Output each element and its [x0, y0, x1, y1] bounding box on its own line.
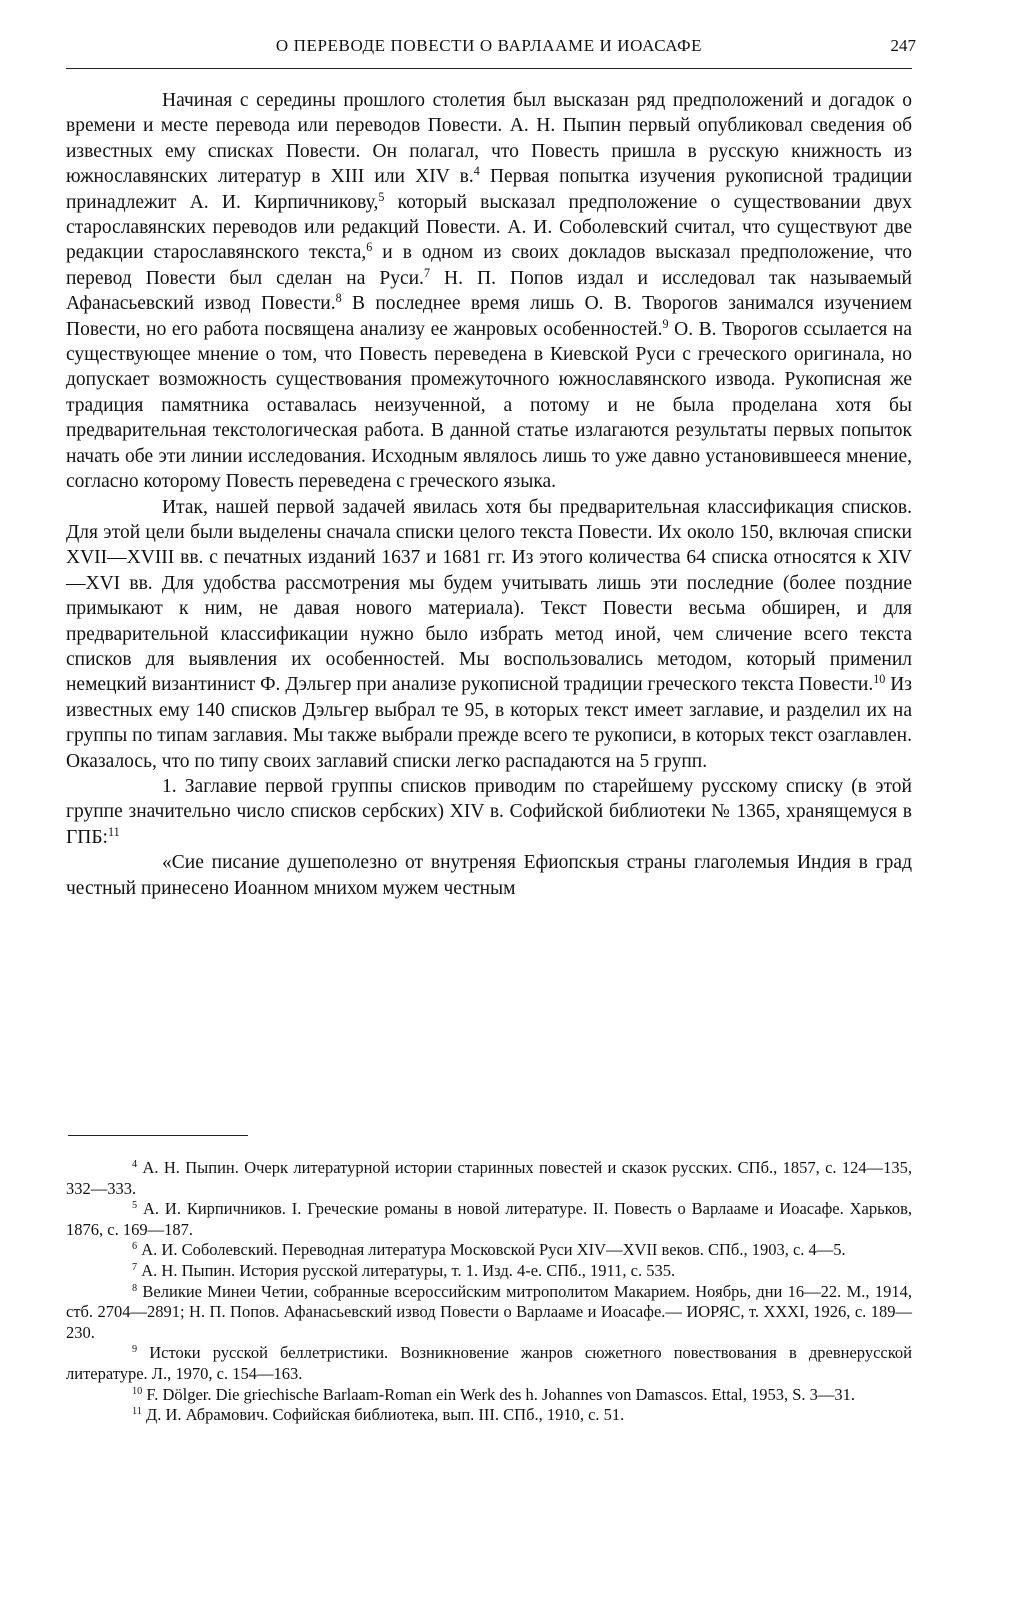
text-run: Н. П. Попов издал и исследовал так называемый Афанасьевский извод Повести.: [66, 267, 912, 315]
footnote-text: А. И. Соболевский. Переводная литература Московской Руси XIV—XVII веков. СПб., 1903, с. 4—5.: [137, 1240, 846, 1260]
text-run: Итак, нашей первой задачей явилась хотя бы предварительная классификация списков. Для этой цели были выделены сначала списки целого текста Повести. Их около 150, включая списки XVII—XVIII вв. с печатных изданий 1637 и 1681 гг. Из этого количества 64 списка относятся к XIV—XVI вв. Для удобства рассмотрения мы будем учитывать лишь эти последние (более поздние примыкают к ним, не давая нового материала). Текст Повести весьма обширен, и для предварительной классификации нужно было избрать метод иной, чем сличение всего текста списков для выявления их особенностей. Мы воспользовались методом, который применил немецкий византинист Ф. Дэльгер при анализе рукописной традиции греческого текста Повести.: [66, 496, 912, 696]
footnote-ref: 6: [366, 240, 373, 255]
footnote: [66, 1343, 912, 1384]
footnote: [66, 1405, 912, 1426]
footnote: [66, 1282, 912, 1344]
footnote-text: А. И. Кирпичников. I. Греческие романы в новой литературе. II. Повесть о Варлааме и Иоасафе. Харьков, 1876, с. 169—187.: [66, 1199, 912, 1239]
footnote: [66, 1240, 912, 1261]
body-text: [66, 88, 912, 901]
footnote-number: 11: [132, 1406, 142, 1417]
footnote: [66, 1199, 912, 1240]
paragraph-2: [66, 495, 912, 774]
footnote-text: Великие Минеи Четии, собранные всероссийским митрополитом Макарием. Ноябрь, дни 16—22. М., 1914, стб. 2704—2891; Н. П. Попов. Афанасьевский извод Повести о Варлааме и Иоасафе.— ИОРЯС, т. XXXI, 1926, с. 189—230.: [66, 1281, 912, 1342]
footnote-text: А. Н. Пыпин. История русской литературы, т. 1. Изд. 4-е. СПб., 1911, с. 535.: [137, 1260, 676, 1280]
footnote-number: 7: [132, 1261, 138, 1273]
footnote-ref: 7: [423, 265, 430, 280]
footnote-ref: 4: [473, 163, 480, 178]
paragraph-4: [66, 850, 912, 901]
footnote-text: Истоки русской беллетристики. Возникновение жанров сюжетного повествования в древнерусской литературе. Л., 1970, с. 154—163.: [66, 1343, 912, 1383]
footnote-text: F. Dölger. Die griechische Barlaam-Roman ein Werk des h. Johannes von Damascos. Ettal, 1953, S. 3—31.: [142, 1384, 856, 1404]
footnote-number: 10: [132, 1385, 143, 1397]
footnote-number: 8: [132, 1282, 138, 1294]
footnote-number: 5: [132, 1200, 138, 1212]
footnote-number: 6: [132, 1241, 138, 1253]
text-run: «Сие писание душеполезно от внутреняя Ефиопскыя страны глаголемыя Индия в град честный принесено Иоанном мнихом мужем честным: [66, 852, 912, 899]
running-title: О ПЕРЕВОДЕ ПОВЕСТИ О ВАРЛААМЕ И ИОАСАФЕ: [275, 36, 703, 55]
text-run: 1. Заглавие первой группы списков приводим по старейшему русскому списку (в этой группе значительно число списков сербских) XIV в. Софийской библиотеки № 1365, хранящемуся в ГПБ:: [66, 775, 912, 848]
footnote: [66, 1158, 912, 1199]
footnotes: [66, 1158, 912, 1426]
footnote-ref: 5: [378, 189, 385, 204]
paragraph-1: [66, 88, 912, 495]
footnote-text: Д. И. Абрамович. Софийская библиотека, вып. III. СПб., 1910, с. 51.: [141, 1405, 625, 1425]
footnote: [66, 1385, 912, 1406]
footnote-separator: [68, 1135, 248, 1136]
running-head: [66, 30, 916, 69]
page-number: 247: [890, 36, 916, 55]
footnote-ref: 10: [873, 672, 886, 687]
text-run: О. В. Творогов ссылается на существующее мнение о том, что Повесть переведена в Киевской Руси с греческого оригинала, но допускает возможность существования промежуточного южнославянского извода. Рукописная же традиция памятника оставалась неизученной, а потому и не была проделана хотя бы предварительная текстологическая работа. В данной статье излагаются результаты первых попыток начать обе эти линии исследования. Исходным являлось лишь то уже давно установившееся мнение, согласно которому Повесть переведена с греческого языка.: [66, 318, 913, 493]
footnote-number: 4: [132, 1158, 138, 1170]
footnote-ref: 9: [662, 316, 669, 331]
text-run: В последнее время лишь О. В. Творогов занимался изучением Повести, но его работа посвящена анализу ее жанровых особенностей.: [66, 293, 912, 340]
paragraph-3: [66, 774, 912, 850]
footnote-number: 9: [132, 1344, 138, 1356]
footnote-ref: 8: [335, 291, 342, 305]
text-run: Начиная с середины прошлого столетия был высказан ряд предположений и догадок о времени и месте перевода или переводов Повести. А. Н. Пыпин первый опубликовал сведения об известных ему списках Повести. Он полагал, что Повесть пришла в русскую книжность из южнославянских литератур в XIII или XIV в.: [66, 90, 912, 188]
text-run: и в одном из своих докладов высказал предположение, что перевод Повести был сделан на Руси.: [66, 242, 913, 289]
text-run: Из известных ему 140 списков Дэльгер выбрал те 95, в которых текст имеет заглавие, и разделил их на группы по типам заглавия. Мы также выбрали прежде всего те рукописи, в которых текст озаглавлен. Оказалось, что по типу своих заглавий списки легко распадаются на 5 групп.: [66, 674, 912, 772]
text-run: который высказал предположение о существовании двух старославянских переводов или редакций Повести. А. И. Соболевский считал, что существуют две редакции старославянского текста,: [66, 191, 912, 264]
footnote: [66, 1261, 912, 1282]
footnote-ref: 11: [107, 824, 120, 839]
text-run: Первая попытка изучения рукописной традиции принадлежит А. И. Кирпичникову,: [66, 166, 913, 213]
footnote-text: А. Н. Пыпин. Очерк литературной истории старинных повестей и сказок русских. СПб., 1857, с. 124—135, 332—333.: [66, 1158, 912, 1198]
